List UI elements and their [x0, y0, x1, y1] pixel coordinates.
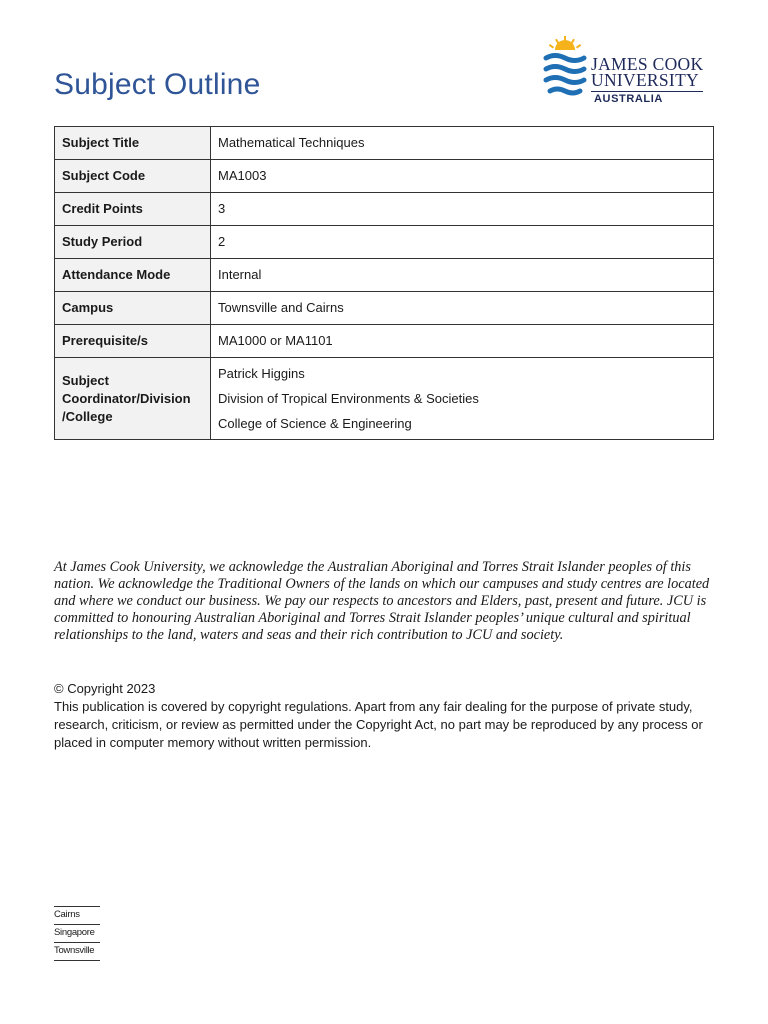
row-label: Subject Title	[55, 127, 211, 160]
table-row	[55, 292, 714, 325]
campus-list	[54, 906, 100, 961]
logo-line-australia: AUSTRALIA	[591, 91, 703, 105]
row-label: Credit Points	[55, 193, 211, 226]
table-row	[55, 160, 714, 193]
row-value: 3	[211, 193, 714, 226]
row-value: Mathematical Techniques	[211, 127, 714, 160]
row-value: Townsville and Cairns	[211, 292, 714, 325]
table-row	[55, 325, 714, 358]
row-label: Campus	[55, 292, 211, 325]
coordinator-value	[211, 358, 714, 440]
coordinator-label: Subject Coordinator/Division /College	[55, 358, 211, 440]
subject-details-table	[54, 126, 714, 440]
row-label: Prerequisite/s	[55, 325, 211, 358]
copyright-section	[54, 680, 716, 752]
page-title: Subject Outline	[54, 68, 261, 101]
row-value: Internal	[211, 259, 714, 292]
table-row	[55, 259, 714, 292]
copyright-line: © Copyright 2023	[54, 681, 156, 696]
logo-line-james-cook: JAMES COOK	[591, 54, 704, 74]
logo-wordmark	[591, 56, 703, 105]
row-value: 2	[211, 226, 714, 259]
table-row-coordinator	[55, 358, 714, 440]
row-label: Attendance Mode	[55, 259, 211, 292]
copyright-notice: This publication is covered by copyright regulations. Apart from any fair dealing for the purpose of private study, research, criticism, or review as permitted under the Copyright Act, no part may be reproduced by any process or placed in computer memory without written permission.	[54, 699, 703, 750]
campus-item: Singapore	[54, 924, 100, 942]
campus-item: Townsville	[54, 942, 100, 961]
university-logo	[543, 36, 713, 104]
coordinator-college: College of Science & Engineering	[218, 416, 412, 431]
table-row	[55, 226, 714, 259]
row-value: MA1000 or MA1101	[211, 325, 714, 358]
acknowledgement-of-country: At James Cook University, we acknowledge the Australian Aboriginal and Torres Strait Islander peoples of this nation. We acknowledge the Traditional Owners of the lands on which our campuses and study centres are located and where we conduct our business. We pay our respects to ancestors and Elders, past, present and future. JCU is committed to honouring Australian Aboriginal and Torres Strait Islander peoples’ unique cultural and spiritual relationships to the land, waters and seas and their rich contribution to JCU and society.	[54, 559, 710, 643]
coordinator-name: Patrick Higgins	[218, 366, 305, 381]
campus-item: Cairns	[54, 906, 100, 924]
table-row	[55, 127, 714, 160]
coordinator-division: Division of Tropical Environments & Societies	[218, 391, 479, 406]
logo-line-university: UNIVERSITY	[591, 70, 699, 90]
table-row	[55, 193, 714, 226]
row-label: Study Period	[55, 226, 211, 259]
row-value: MA1003	[211, 160, 714, 193]
row-label: Subject Code	[55, 160, 211, 193]
jcu-emblem-icon	[543, 36, 587, 104]
